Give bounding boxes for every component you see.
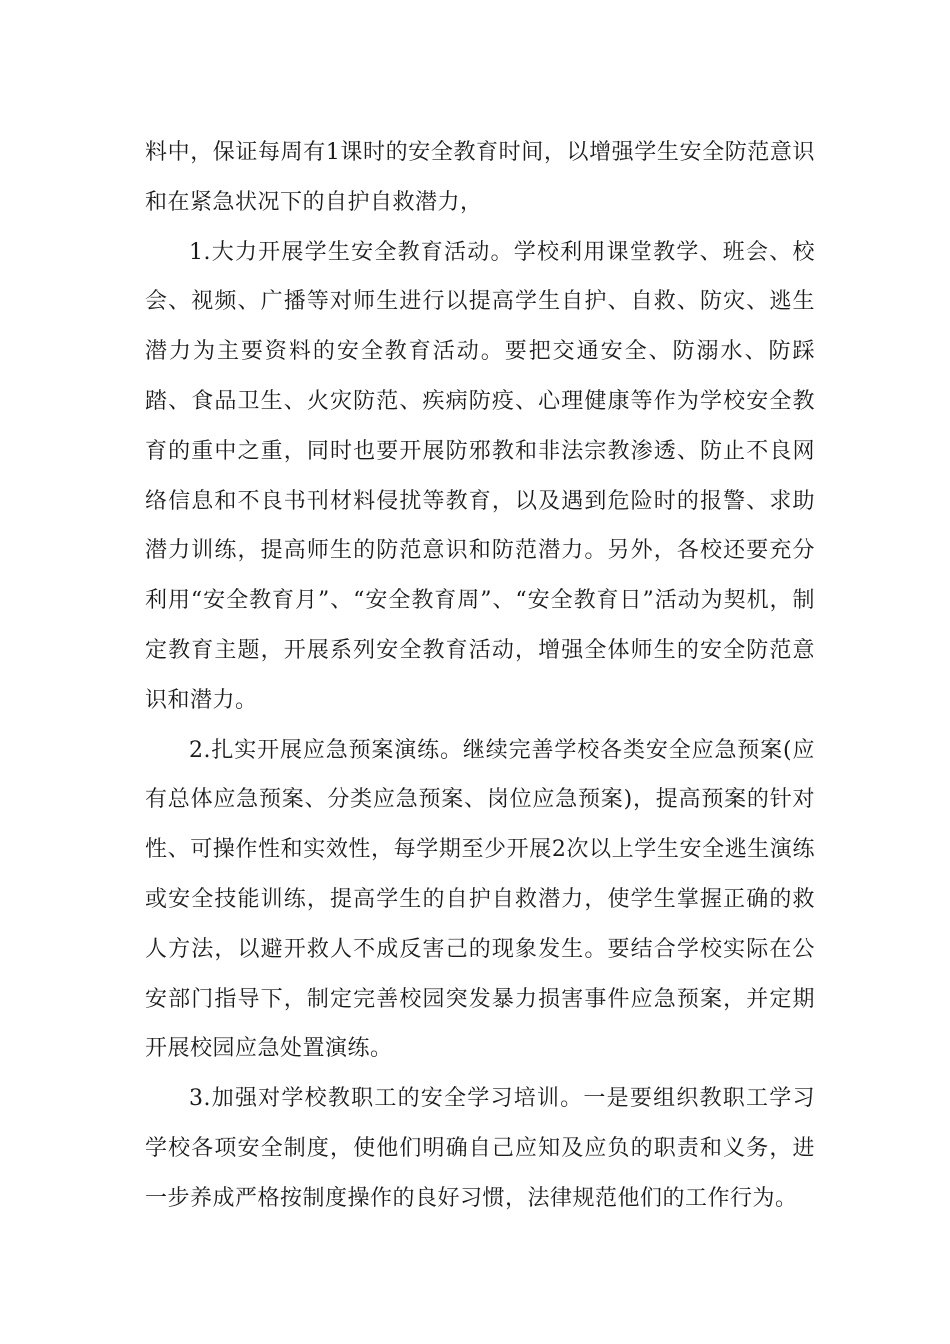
paragraph-intro-continuation: 料中，保证每周有1课时的安全教育时间，以增强学生安全防范意识和在紧急状况下的自护自救潜力， [145,140,815,215]
document-body [145,128,815,1224]
paragraph-item-2-emergency-drills: 2.扎实开展应急预案演练。继续完善学校各类安全应急预案(应有总体应急预案、分类应急预案、岗位应急预案)，提高预案的针对性、可操作性和实效性，每学期至少开展2次以上学生安全逃生演练或安全技能训练，提高学生的自护自救潜力，使学生掌握正确的救人方法，以避开救人不成反害己的现象发生。要结合学校实际在公安部门指导下，制定完善校园突发暴力损害事件应急预案，并定期开展校园应急处置演练。 [145,737,815,1062]
paragraph-item-3-staff-training: 3.加强对学校教职工的安全学习培训。一是要组织教职工学习学校各项安全制度，使他们明确自己应知及应负的职责和义务，进一步养成严格按制度操作的良好习惯，法律规范他们的工作行为。 [145,1086,815,1211]
paragraph-item-1-safety-education: 1.大力开展学生安全教育活动。学校利用课堂教学、班会、校会、视频、广播等对师生进行以提高学生自护、自救、防灾、逃生潜力为主要资料的安全教育活动。要把交通安全、防溺水、防踩踏、食品卫生、火灾防范、疾病防疫、心理健康等作为学校安全教育的重中之重，同时也要开展防邪教和非法宗教渗透、防止不良网络信息和不良书刊材料侵扰等教育，以及遇到危险时的报警、求助潜力训练，提高师生的防范意识和防范潜力。另外，各校还要充分利用“安全教育月”、“安全教育周”、“安全教育日”活动为契机，制定教育主题，开展系列安全教育活动，增强全体师生的安全防范意识和潜力。 [145,239,815,713]
